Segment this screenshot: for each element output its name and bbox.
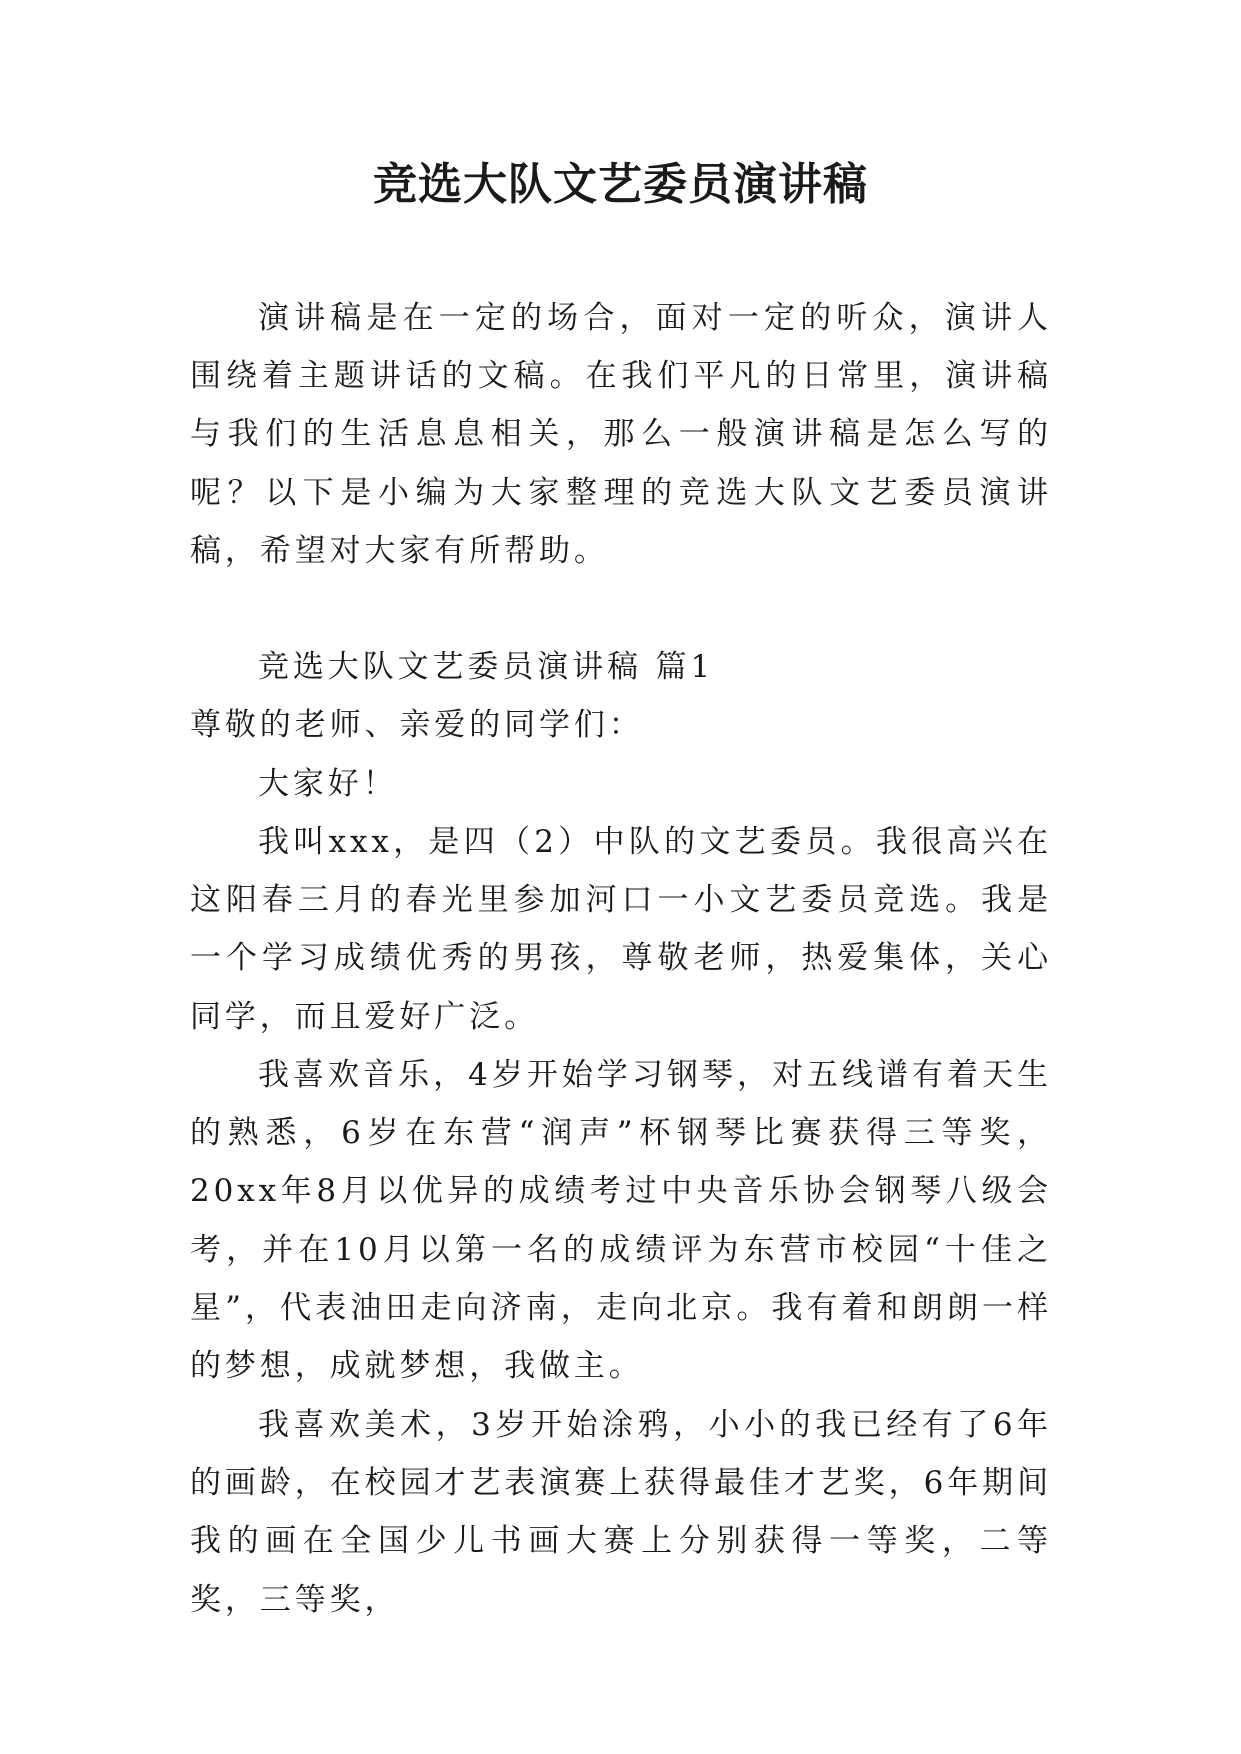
salutation: 尊敬的老师、亲爱的同学们：	[190, 707, 644, 743]
section-heading: 竞选大队文艺委员演讲稿 篇1	[258, 649, 715, 685]
document-title: 竞选大队文艺委员演讲稿	[373, 159, 868, 210]
body-paragraph: 我喜欢美术，3岁开始涂鸦，小小的我已经有了6年的画龄，在校园才艺表演赛上获得最佳才艺奖，6年期间我的画在全国少儿书画大赛上分别获得一等奖，二等奖，三等奖，	[190, 1407, 1052, 1618]
intro-paragraph: 演讲稿是在一定的场合，面对一定的听众，演讲人围绕着主题讲话的文稿。在我们平凡的日常里，演讲稿与我们的生活息息相关，那么一般演讲稿是怎么写的呢？以下是小编为大家整理的竞选大队文艺委员演讲稿，希望对大家有所帮助。	[190, 300, 1052, 569]
body-paragraph: 我叫xxx，是四（2）中队的文艺委员。我很高兴在这阳春三月的春光里参加河口一小文艺委员竞选。我是一个学习成绩优秀的男孩，尊敬老师，热爱集体，关心同学，而且爱好广泛。	[190, 824, 1052, 1035]
greeting: 大家好！	[258, 766, 398, 802]
body-paragraph: 我喜欢音乐，4岁开始学习钢琴，对五线谱有着天生的熟悉，6岁在东营“润声”杯钢琴比赛获得三等奖，20xx年8月以优异的成绩考过中央音乐协会钢琴八级会考，并在10月以第一名的成绩评为东营市校园“十佳之星”，代表油田走向济南，走向北京。我有着和朗朗一样的梦想，成就梦想，我做主。	[190, 1057, 1052, 1385]
